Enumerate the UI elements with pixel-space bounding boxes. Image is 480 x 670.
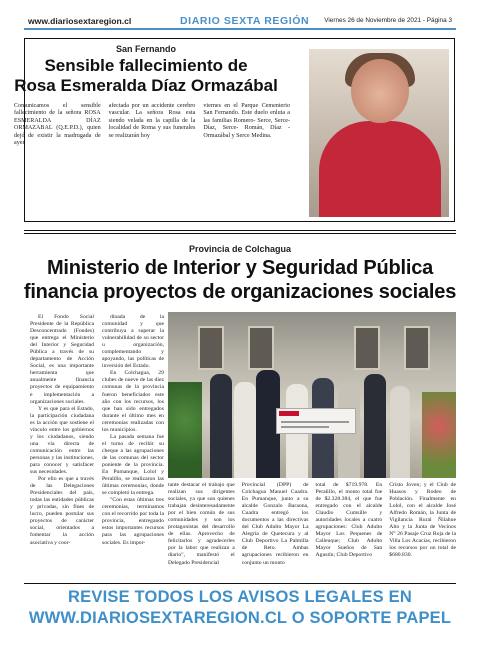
obituary-col1: Comunicamos el sensible fallecimiento de la señora ROSA ESMERALDA DÍAZ ORMAZABAL (Q.E.P.D.), quien dejó de existir la madrugada de ayer bbox=[14, 103, 101, 147]
section-rule-thin bbox=[24, 233, 456, 234]
ceremony-photo bbox=[168, 312, 456, 478]
photo-person bbox=[210, 374, 232, 478]
paragraph: En Colchagua, 29 clubes de nueve de las diez comunas de la provincia fueron beneficiados este año con los recursos, los que han sido entregados durante el último mes en ceremonias realizadas con los municipios. bbox=[102, 370, 164, 433]
site-url[interactable]: www.diariosextaregion.cl bbox=[28, 16, 132, 26]
article-title-line2: financia proyectos de organizaciones sociales bbox=[23, 281, 457, 303]
photo-plants-right bbox=[422, 392, 456, 478]
photo-window bbox=[248, 326, 274, 370]
photo-body bbox=[319, 121, 441, 217]
obituary-photo bbox=[309, 49, 449, 217]
article-subcolumns bbox=[168, 482, 456, 567]
check-logo bbox=[279, 411, 299, 416]
banner-line2[interactable]: WWW.DIARIOSEXTAREGION.CL O SOPORTE PAPEL bbox=[28, 609, 452, 627]
article-col4: Provincial (DPP) de Colchagua Manuel Cuadra. En Pumanque, junto a su alcalde Gonzalo Baraona, Cuadra entregó los documentos a las directivas del Club Adulto Mayor La Alegría de Quetecura y al Club Deportivo La Palmilla de Reto. Ambas agrupaciones recibieron en conjunto un monto bbox=[241, 482, 309, 566]
photo-person bbox=[390, 386, 410, 478]
article-title-line1: Ministerio de Interior y Seguridad Pública bbox=[46, 257, 434, 279]
article-col3: tante destacar el trabajo que realizan sus dirigentes sociales, ya que son quienes trabajan desinteresadamente por el bien común de sus comunidades y son los protagonistas del desarrollo de ellas. Aprovecho de felicitarlos y agradecerles por la labor que realizan a diario", manifestó el Delegado Presidencial bbox=[168, 482, 235, 566]
photo-person bbox=[364, 374, 386, 478]
article-kicker: Provincia de Colchagua bbox=[188, 244, 292, 254]
paragraph: "Con estas últimas tres ceremonias, terminamos con el recorrido por toda la provincia, entregando estos importantes recursos para las agrupaciones sociales. Es impor- bbox=[102, 497, 164, 546]
obituary-col2: afectada por un accidente cerebro vascular. La señora Rosa esta siendo velada en la capilla de la localidad de Roma y sus funerales se realizarán hoy bbox=[108, 103, 196, 139]
paragraph: La pasada semana fue el turno de recibir su cheque a las agrupaciones de las comunas del sector poniente de la provincia. En Pumanque, Lolol y Peralillo, se realizaron las últimas ceremonias, donde se completó la entrega. bbox=[102, 433, 164, 497]
obituary-col3: viernes en el Parque Cementerio San Fernando. Este duelo enluta a las familias Romero- Serce, Serce-Díaz, Serce- Román, Díaz -Ormazábal y Serce Medina. bbox=[203, 103, 291, 139]
photo-plants-left bbox=[168, 382, 202, 478]
photo-person bbox=[234, 382, 256, 478]
obituary-title bbox=[0, 56, 292, 96]
article-col6: Cristo Joven; y el Club de Huasos y Rodeo de Población. Finalmente en Lolol, con el alcalde José Alfredo Román, la Junta de Vigilancia Rural Ñilahue Alto y la Junta de Vecinos N° 26 Pasaje Cruz Roja de la Villa Los Acacias, recibieron los recursos por un total de $680.830. bbox=[389, 482, 456, 559]
header-rule bbox=[24, 28, 456, 30]
paragraph: dinada de la comunidad y que contribuya a superar la vulnerabilidad de su sector u organización, complementando y apoyando, las políticas de inversión del Estado. bbox=[102, 314, 164, 370]
banner-line1: REVISE TODOS LOS AVISOS LEGALES EN bbox=[68, 588, 412, 606]
paragraph: El Fondo Social Presidente de la República Desconcentrado (Fondes) que entrega el Ministerio del Interior y Seguridad Pública a través de su departamento de Acción Social, es una importante herramienta que anualmente financia proyectos de equipamiento e implementación a organizaciones sociales. bbox=[30, 314, 94, 405]
check-line bbox=[281, 421, 349, 423]
photo-window bbox=[198, 326, 224, 370]
paragraph: Por ello es que a través de las Delegaciones Presidenciales del país, todas las entidades públicas y privadas, sin fines de lucro, pueden postular sus proyectos de carácter social, orientados a fomentar la acción asociativa y coor- bbox=[30, 476, 94, 546]
obituary-body bbox=[14, 103, 290, 147]
photo-window bbox=[354, 326, 380, 370]
photo-face bbox=[351, 59, 409, 123]
obituary-kicker: San Fernando bbox=[115, 44, 176, 54]
article-title bbox=[0, 256, 480, 304]
photo-window bbox=[404, 326, 430, 370]
giant-check bbox=[276, 408, 356, 434]
check-line bbox=[281, 426, 329, 428]
obituary-title-line1: Sensible fallecimiento de bbox=[44, 56, 248, 75]
article-col1 bbox=[30, 314, 94, 547]
article-col5: total de $719.978. En Peralillo, el monto total fue de $2.328.384, el que fue entregado con el alcalde Claudio Cumsille y autoridades locales a cuatro agrupaciones: Club Adulto Mayor Los Pequenes de Calleuque; Club Adulto Mayor Sueños de San Agustín; Club Deportivo bbox=[315, 482, 383, 559]
section-rule bbox=[24, 230, 456, 231]
page-header bbox=[0, 0, 480, 32]
paragraph: Y es que para el Estado, la participación ciudadana es la acción que sostiene el vínculo entre los gobiernos y los ciudadanos, siendo una vía directa de comunicación entre las personas y las instituciones, para conocer y satisfacer sus necesidades. bbox=[30, 405, 94, 476]
page-date: Viernes 26 de Noviembre de 2021 - Página 3 bbox=[324, 17, 452, 24]
newspaper-name: DIARIO SEXTA REGIÓN bbox=[180, 15, 310, 27]
obituary-title-line2: Rosa Esmeralda Díaz Ormazábal bbox=[14, 76, 278, 95]
article-col2 bbox=[102, 314, 164, 547]
